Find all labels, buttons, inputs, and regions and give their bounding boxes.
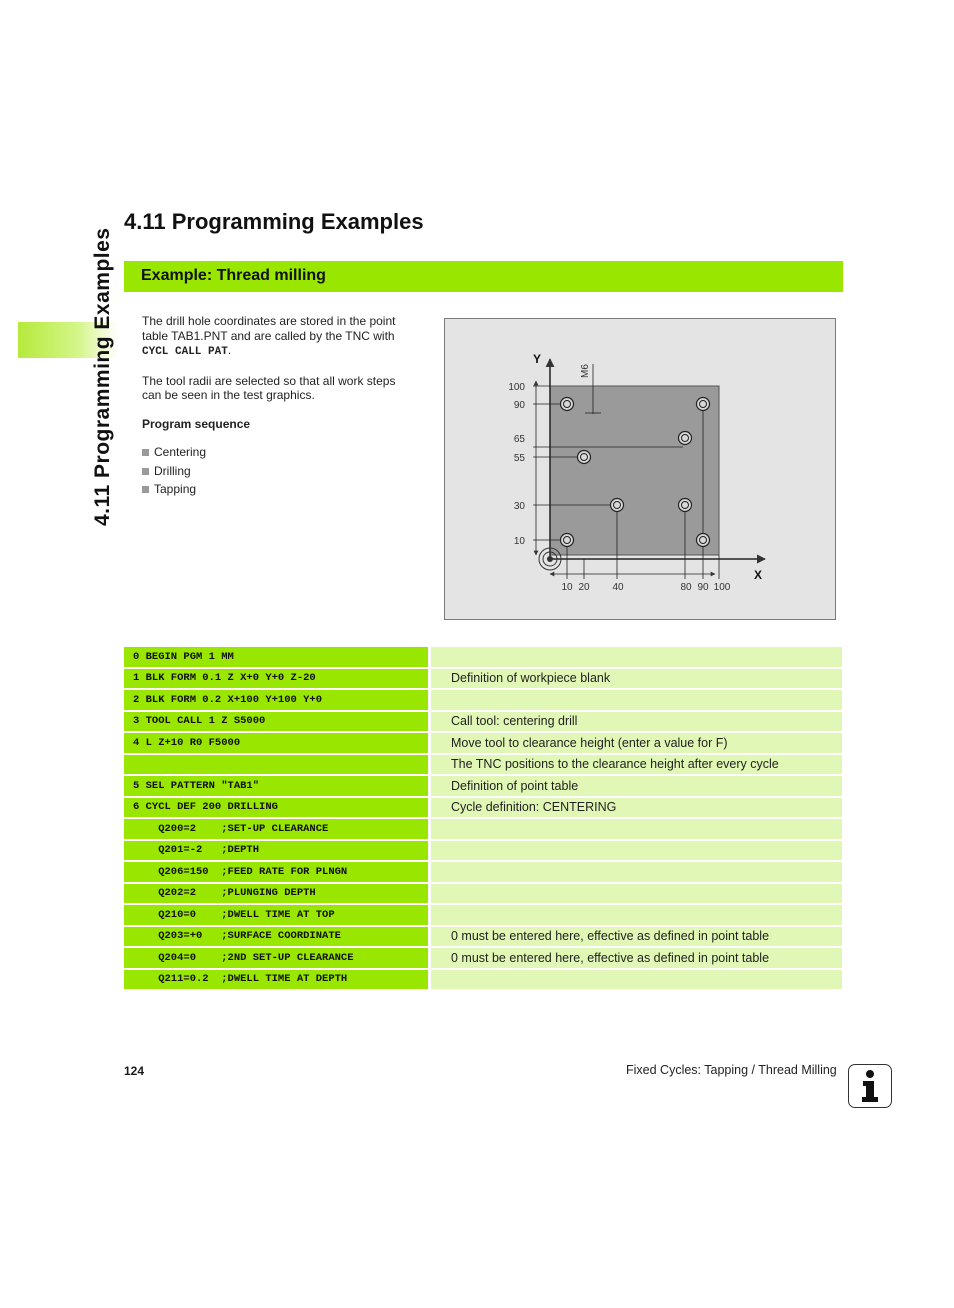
x-tick-label: 40 xyxy=(612,582,624,593)
list-item xyxy=(142,464,418,479)
nc-comment-cell: 0 must be entered here, effective as defined in point table xyxy=(431,948,842,970)
section-header-bar xyxy=(124,261,843,292)
nc-comment-cell: Definition of point table xyxy=(431,776,842,798)
table-row xyxy=(124,819,842,841)
section-title: Example: Thread milling xyxy=(141,267,326,284)
table-row xyxy=(124,948,842,970)
hole-marker xyxy=(561,534,574,547)
intro-text-block xyxy=(142,314,418,501)
x-tick-label: 80 xyxy=(680,582,692,593)
table-row xyxy=(124,690,842,712)
y-tick-label: 100 xyxy=(508,382,525,393)
table-row xyxy=(124,669,842,691)
nc-code-cell: 5 SEL PATTERN "TAB1" xyxy=(124,776,428,798)
table-row xyxy=(124,647,842,669)
hole-marker xyxy=(578,451,591,464)
intro-p1-end: . xyxy=(227,343,232,357)
workpiece-blank xyxy=(550,386,719,555)
nc-code-cell: Q202=2 ;PLUNGING DEPTH xyxy=(124,884,428,906)
y-tick-label: 65 xyxy=(513,434,525,445)
side-tab-label: 4.11 Programming Examples xyxy=(91,227,114,526)
y-tick-label: 90 xyxy=(513,400,525,411)
hole-marker xyxy=(679,432,692,445)
nc-code-cell: Q210=0 ;DWELL TIME AT TOP xyxy=(124,905,428,927)
nc-code-cell: Q201=-2 ;DEPTH xyxy=(124,841,428,863)
footer-chapter-title: Fixed Cycles: Tapping / Thread Milling xyxy=(626,1063,837,1077)
hole-marker xyxy=(697,534,710,547)
nc-code-cell: Q200=2 ;SET-UP CLEARANCE xyxy=(124,819,428,841)
table-row xyxy=(124,733,842,755)
datum-center-dot xyxy=(547,556,553,562)
nc-program-table xyxy=(124,647,842,991)
table-row xyxy=(124,862,842,884)
list-item-label: Drilling xyxy=(154,463,191,478)
intro-paragraph-1 xyxy=(142,314,418,360)
table-row xyxy=(124,970,842,992)
table-row xyxy=(124,884,842,906)
list-item xyxy=(142,445,418,460)
info-icon xyxy=(848,1064,892,1108)
x-axis-label: X xyxy=(754,568,763,582)
cycl-call-pat-code: CYCL CALL PAT xyxy=(142,346,228,358)
nc-comment-cell xyxy=(431,884,842,906)
nc-code-cell: Q203=+0 ;SURFACE COORDINATE xyxy=(124,927,428,949)
nc-code-cell: Q204=0 ;2ND SET-UP CLEARANCE xyxy=(124,948,428,970)
page-number: 124 xyxy=(124,1064,145,1078)
table-row xyxy=(124,927,842,949)
thread-size-label: M6 xyxy=(580,364,591,378)
nc-comment-cell xyxy=(431,647,842,669)
square-bullet-icon xyxy=(142,486,149,493)
hole-marker xyxy=(561,398,574,411)
table-row xyxy=(124,905,842,927)
x-tick-label: 90 xyxy=(697,582,709,593)
table-row xyxy=(124,712,842,734)
program-sequence-list xyxy=(142,445,418,497)
nc-comment-cell xyxy=(431,841,842,863)
nc-comment-cell xyxy=(431,862,842,884)
intro-p1-text: The drill hole coordinates are stored in the point table TAB1.PNT and are called by the TNC with xyxy=(142,314,396,343)
nc-code-cell: 2 BLK FORM 0.2 X+100 Y+100 Y+0 xyxy=(124,690,428,712)
nc-comment-cell: Call tool: centering drill xyxy=(431,712,842,734)
square-bullet-icon xyxy=(142,449,149,456)
table-row xyxy=(124,798,842,820)
nc-code-cell: Q206=150 ;FEED RATE FOR PLNGN xyxy=(124,862,428,884)
nc-code-cell: 4 L Z+10 R0 F5000 xyxy=(124,733,428,755)
nc-comment-cell xyxy=(431,819,842,841)
nc-comment-cell xyxy=(431,970,842,992)
nc-comment-cell: 0 must be entered here, effective as defined in point table xyxy=(431,927,842,949)
hole-pattern-figure xyxy=(444,318,836,620)
nc-code-cell xyxy=(124,755,428,777)
nc-code-cell: 6 CYCL DEF 200 DRILLING xyxy=(124,798,428,820)
hole-marker xyxy=(697,398,710,411)
x-tick-label: 20 xyxy=(578,582,590,593)
nc-comment-cell xyxy=(431,690,842,712)
hole-marker xyxy=(679,499,692,512)
nc-comment-cell xyxy=(431,905,842,927)
x-tick-label: 100 xyxy=(713,582,731,593)
table-row xyxy=(124,776,842,798)
hole-pattern-drawing xyxy=(445,319,835,619)
page-title: 4.11 Programming Examples xyxy=(124,209,424,234)
list-item-label: Centering xyxy=(154,445,207,459)
hole-marker xyxy=(611,499,624,512)
nc-code-cell: 1 BLK FORM 0.1 Z X+0 Y+0 Z-20 xyxy=(124,669,428,691)
intro-paragraph-2: The tool radii are selected so that all work steps can be seen in the test graphics. xyxy=(142,373,396,402)
y-tick-label: 30 xyxy=(513,501,525,512)
y-tick-label: 10 xyxy=(513,536,525,547)
program-sequence-heading: Program sequence xyxy=(142,416,251,431)
nc-code-cell: 0 BEGIN PGM 1 MM xyxy=(124,647,428,669)
nc-code-cell: Q211=0.2 ;DWELL TIME AT DEPTH xyxy=(124,970,428,992)
table-row xyxy=(124,755,842,777)
x-tick-label: 10 xyxy=(561,582,573,593)
list-item-label: Tapping xyxy=(154,482,197,496)
y-tick-label: 55 xyxy=(513,453,525,464)
list-item xyxy=(142,482,418,497)
square-bullet-icon xyxy=(142,468,149,475)
table-row xyxy=(124,841,842,863)
nc-code-cell: 3 TOOL CALL 1 Z S5000 xyxy=(124,712,428,734)
nc-comment-cell: The TNC positions to the clearance height after every cycle xyxy=(431,755,842,777)
nc-comment-cell: Cycle definition: CENTERING xyxy=(431,798,842,820)
nc-comment-cell: Definition of workpiece blank xyxy=(431,669,842,691)
y-axis-label: Y xyxy=(533,352,542,366)
nc-comment-cell: Move tool to clearance height (enter a value for F) xyxy=(431,733,842,755)
